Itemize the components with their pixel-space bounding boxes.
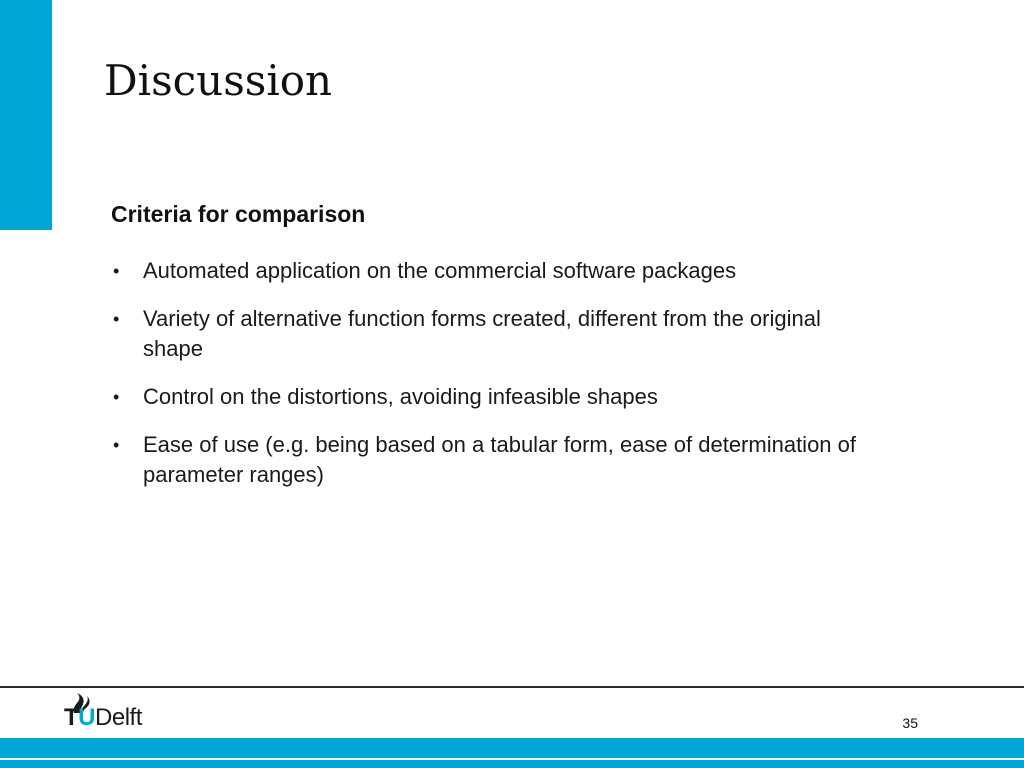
bullet-icon: • — [113, 261, 120, 281]
list-item — [111, 304, 871, 364]
bullet-text: Ease of use (e.g. being based on a tabular form, ease of determination of parameter ranges) — [143, 432, 857, 487]
logo-delft: Delft — [95, 704, 142, 731]
bullet-list — [111, 256, 871, 508]
list-item — [111, 256, 871, 286]
footer-accent-line — [0, 758, 1024, 760]
footer-divider — [0, 686, 1024, 688]
section-heading: Criteria for comparison — [111, 201, 366, 227]
slide-title: Discussion — [104, 56, 333, 105]
list-item — [111, 382, 871, 412]
bullet-icon: • — [113, 309, 120, 329]
bullet-text: Control on the distortions, avoiding infeasible shapes — [143, 384, 658, 409]
accent-bar — [0, 0, 52, 230]
bullet-text: Automated application on the commercial software packages — [143, 258, 737, 283]
tudelft-logo — [64, 692, 174, 734]
logo-u: U — [78, 704, 96, 731]
bullet-text: Variety of alternative function forms created, different from the original shape — [143, 306, 821, 361]
page-number: 35 — [902, 715, 918, 731]
bullet-icon: • — [113, 435, 120, 455]
logo-wordmark — [64, 704, 142, 732]
footer-accent-bar — [0, 738, 1024, 768]
bullet-icon: • — [113, 387, 120, 407]
list-item — [111, 430, 871, 490]
logo-t: T — [64, 704, 79, 731]
